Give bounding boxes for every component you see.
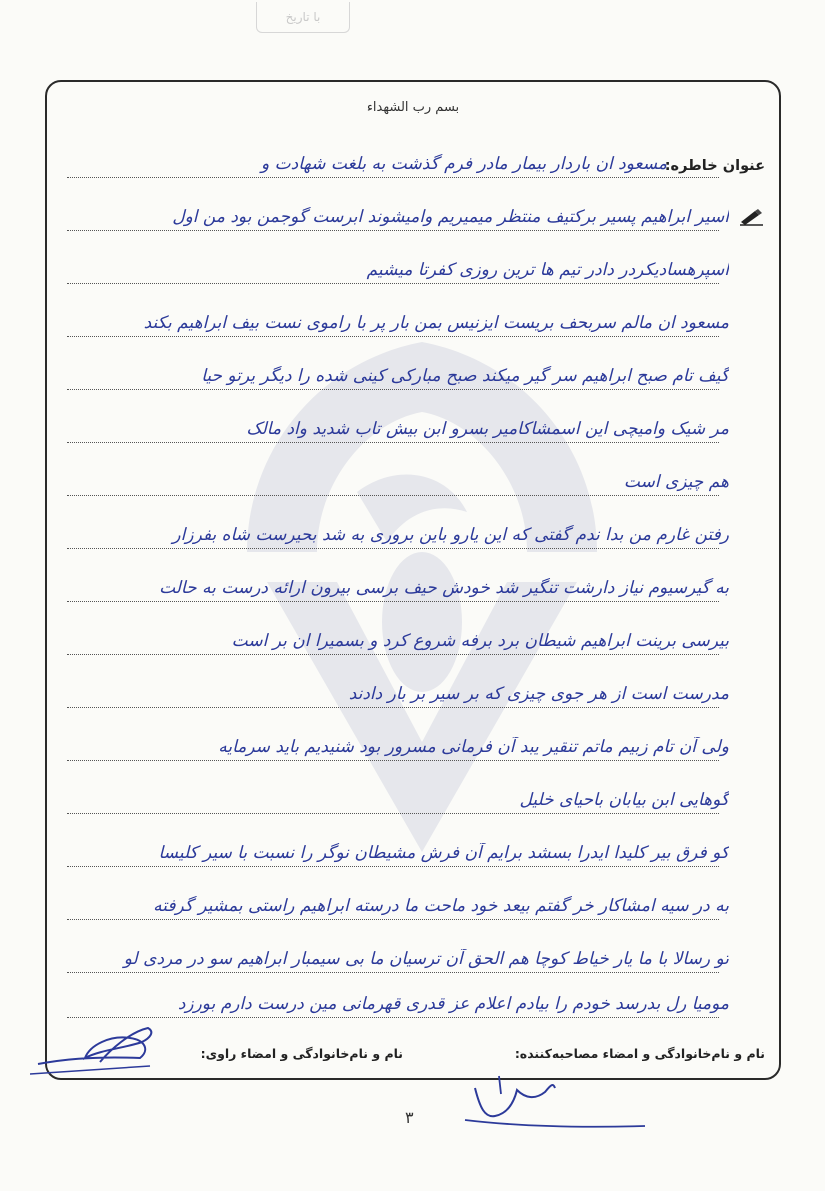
handwritten-line: مسعود ان مالم سربحف بریست ایزنیس بمن بار پر با راموی نست بیف ابراهیم بکند [143,313,729,333]
handwritten-line: رفتن غارم من بدا ندم گفتی که این یارو باین بروری به شد بحیرست شاه بفرزار [172,525,729,545]
handwritten-line: هم چیزی است [623,472,729,492]
handwritten-line: به گیرسیوم نیاز دارشت تنگیر شد خودش حیف برسی بیرون ارائه درست به حالت [159,578,729,598]
ruled-line [67,548,719,549]
corner-stamp: با تاریخ [256,2,350,33]
ruled-line [67,707,719,708]
ruled-line [67,601,719,602]
ruled-line [67,230,719,231]
ruled-line [67,866,719,867]
handwritten-line: به در سیه امشاکار خر گفتم بیعد خود ماحت ما درسته ابراهیم راستی بمشیر گرفته [153,896,729,916]
handwritten-line: بیرسی برینت ابراهیم شیطان برد برفه شروع کرد و بسمیرا ان بر است [231,631,729,651]
ruled-line [67,177,719,178]
ruled-line [67,336,719,337]
narrator-signature [30,1020,160,1080]
ruled-line [67,760,719,761]
handwritten-line: مر شیک وامیچی این اسمشاکامیر بسرو ابن بیش تاب شدید واد مالک [246,419,729,439]
ruled-line [67,813,719,814]
pen-writing-icon [739,208,765,226]
handwritten-line: کو فرق بیر کلیدا ایدرا بسشد برایم آن فرش مشیطان نوگر را نسبت با سیر کلیسا [158,843,729,863]
ruled-line [67,1017,719,1018]
handwritten-line: گیف تام صبح ابراهیم سر گیر میکند صبح مبارکی کینی شده را دیگر یرتو حیا [201,366,729,386]
ruled-line [67,972,719,973]
ruled-line [67,495,719,496]
handwritten-line: مومیا رل بدرسد خودم را بیادم اعلام عز قدری قهرمانی مین درست دارم بورزد [177,994,729,1014]
ruled-line [67,654,719,655]
interviewer-signature [455,1068,655,1138]
handwritten-line: مسعود ان باردار بیمار مادر فرم گذشت به بلغت شهادت و [261,154,667,174]
form-frame [45,80,781,1080]
ruled-line [67,919,719,920]
basmala-heading: بسم رب الشهداء [366,100,460,115]
handwritten-line: تو رسالا با ما یار خیاط کوچا هم الحق آن ترسیان ما بی سیمبار ابراهیم سو در مردی لو [123,949,729,969]
handwritten-line: ولی آن تام زبیم ماتم تنقیر یبد آن فرمانی مسرور بود شنیدیم باید سرمایه [218,737,729,757]
page-number: ۳ [405,1108,414,1127]
handwritten-line: اسپرهسادیکردر دادر تیم ها ترین روزی کفرتا میشیم [366,260,729,280]
memory-title-label: عنوان خاطره: [664,158,765,174]
ruled-line [67,389,719,390]
handwritten-line: گوهایی ابن بیابان باحیای خلیل [519,790,729,810]
narrator-signature-label: نام و نام‌خانوادگی و امضاء راوی: [200,1046,403,1061]
handwritten-line: اسیر ابراهیم پسیر برکتیف منتظر میمیریم وامیشوند ابرست گوجمن بود من اول [172,207,729,227]
ruled-line [67,442,719,443]
handwritten-line: مدرست است از هر جوی چیزی که بر سیر بر بار دادند [348,684,729,704]
interviewer-signature-label: نام و نام‌خانوادگی و امضاء مصاحبه‌کننده: [514,1046,765,1061]
ruled-line [67,283,719,284]
